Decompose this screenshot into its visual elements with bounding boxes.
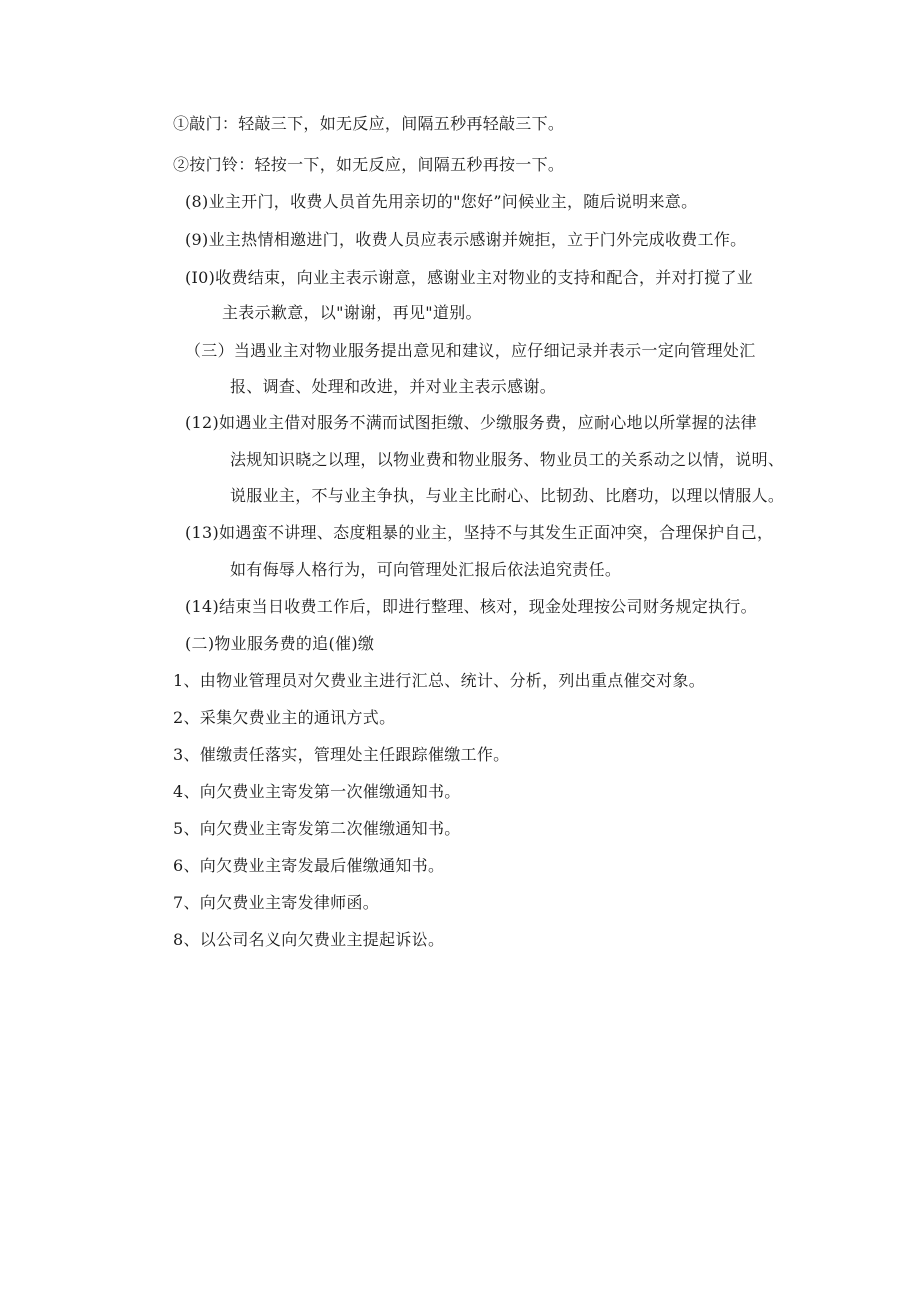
list-item-4: 4、向欠费业主寄发第一次催缴通知书。 <box>173 782 461 801</box>
text-line-item-8: (8)业主开门，收费人员首先用亲切的"您好”问候业主，随后说明来意。 <box>185 192 698 211</box>
list-item-5: 5、向欠费业主寄发第二次催缴通知书。 <box>173 819 461 838</box>
list-item-2: 2、采集欠费业主的通讯方式。 <box>173 708 396 727</box>
section-heading-fee-collection: (二)物业服务费的追(催)缴 <box>185 634 375 653</box>
list-item-7: 7、向欠费业主寄发律师函。 <box>173 893 380 912</box>
text-line-doorbell: ②按门铃：轻按一下，如无反应，间隔五秒再按一下。 <box>173 155 565 174</box>
list-item-1: 1、由物业管理员对欠费业主进行汇总、统计、分析，列出重点催交对象。 <box>173 671 706 690</box>
text-line-section-3: （三）当遇业主对物业服务提出意见和建议，应仔细记录并表示一定向管理处汇 <box>185 341 756 360</box>
text-line-item-13: (13)如遇蛮不讲理、态度粗暴的业主，坚持不与其发生正面冲突，合理保护自己， <box>185 523 774 542</box>
list-item-6: 6、向欠费业主寄发最后催缴通知书。 <box>173 856 445 875</box>
text-line-item-10: (I0)收费结束，向业主表示谢意，感谢业主对物业的支持和配合，并对打搅了业 <box>185 268 754 287</box>
text-line-item-9: (9)业主热情相邀进门，收费人员应表示感谢并婉拒，立于门外完成收费工作。 <box>185 230 747 249</box>
text-line-item-10-cont: 主表示歉意，以"谢谢，再见"道别。 <box>222 303 482 322</box>
text-line-item-12-cont-1: 法规知识晓之以理，以物业费和物业服务、物业员工的关系动之以情，说明、 <box>230 450 785 469</box>
list-item-3: 3、催缴责任落实，管理处主任跟踪催缴工作。 <box>173 745 510 764</box>
text-line-item-13-cont: 如有侮辱人格行为，可向管理处汇报后依法追究责任。 <box>230 560 622 579</box>
text-line-knock: ①敲门：轻敲三下，如无反应，间隔五秒再轻敲三下。 <box>173 114 565 133</box>
text-line-item-12: (12)如遇业主借对服务不满而试图拒缴、少缴服务费，应耐心地以所掌握的法律 <box>185 413 757 432</box>
text-line-item-14: (14)结束当日收费工作后，即进行整理、核对，现金处理按公司财务规定执行。 <box>185 597 757 616</box>
text-line-item-12-cont-2: 说服业主，不与业主争执，与业主比耐心、比韧劲、比磨功，以理以情服人。 <box>230 486 785 505</box>
list-item-8: 8、以公司名义向欠费业主提起诉讼。 <box>173 930 445 949</box>
text-line-section-3-cont: 报、调查、处理和改进，并对业主表示感谢。 <box>230 377 557 396</box>
